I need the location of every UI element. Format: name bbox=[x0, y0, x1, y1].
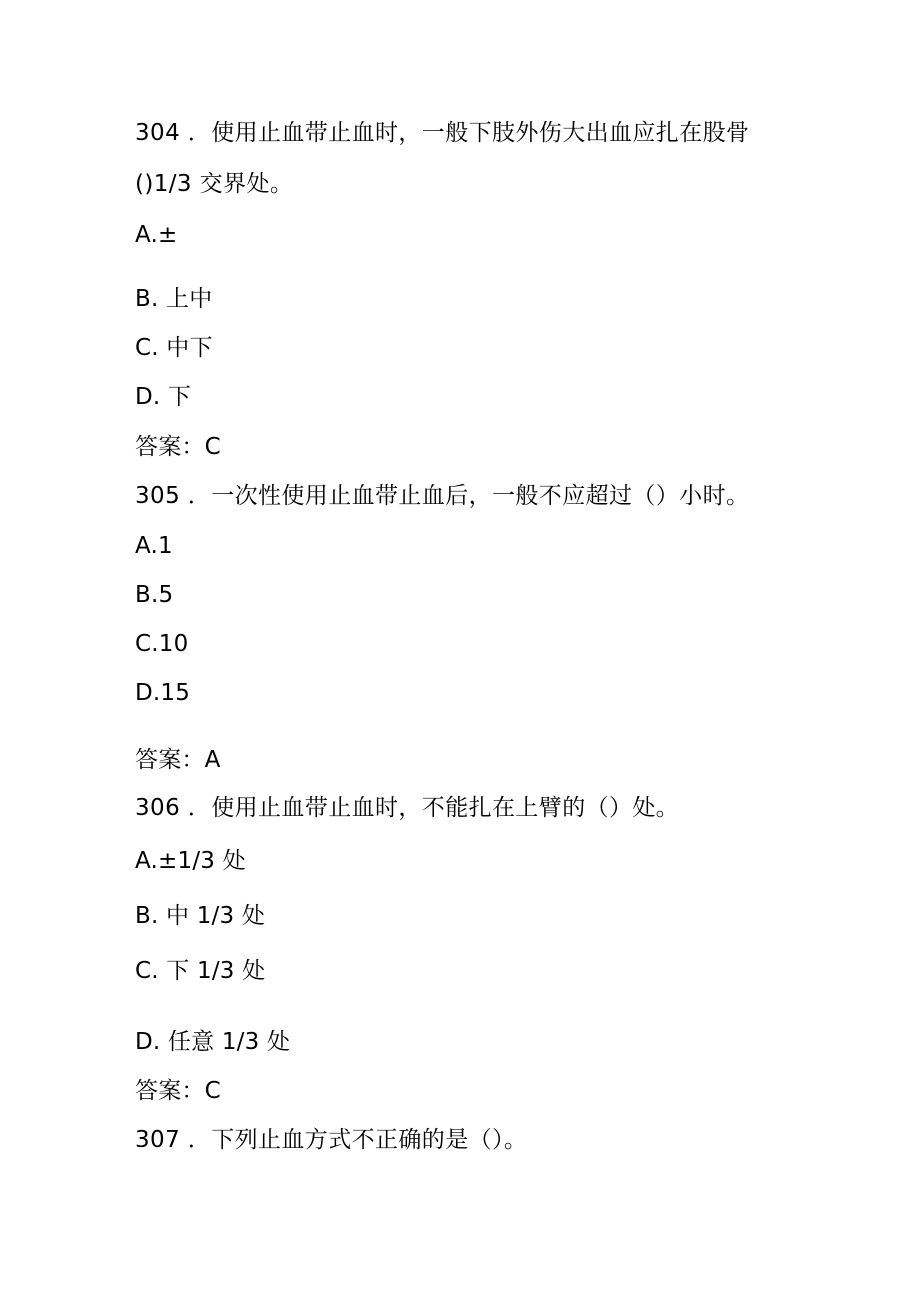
question-305-stem: 305 ．一次性使用止血带止血后，一般不应超过（）小时。 bbox=[135, 483, 750, 509]
question-304-option-d: D. 下 bbox=[135, 384, 192, 410]
question-305-option-c: C.10 bbox=[135, 631, 189, 657]
question-306-option-c: C. 下 1/3 处 bbox=[135, 958, 266, 984]
question-306-option-a: A.±1/3 处 bbox=[135, 848, 246, 874]
question-304-option-a: A.± bbox=[135, 222, 178, 248]
question-304-option-c: C. 中下 bbox=[135, 335, 213, 361]
question-304-answer: 答案：C bbox=[135, 434, 221, 460]
question-304-option-b: B. 上中 bbox=[135, 286, 213, 312]
question-306-stem: 306 ．使用止血带止血时，不能扎在上臂的（）处。 bbox=[135, 795, 680, 821]
question-305-option-a: A.1 bbox=[135, 533, 173, 559]
question-305-answer: 答案：A bbox=[135, 747, 221, 773]
question-306-option-d: D. 任意 1/3 处 bbox=[135, 1029, 291, 1055]
question-306-answer: 答案：C bbox=[135, 1078, 221, 1104]
question-304-stem-line2: ()1/3 交界处。 bbox=[135, 171, 294, 197]
question-307-stem: 307 ．下列止血方式不正确的是（）。 bbox=[135, 1127, 528, 1153]
question-304-stem-line1: 304 ．使用止血带止血时，一般下肢外伤大出血应扎在股骨 bbox=[135, 120, 750, 146]
question-306-option-b: B. 中 1/3 处 bbox=[135, 903, 266, 929]
question-305-option-b: B.5 bbox=[135, 582, 174, 608]
question-305-option-d: D.15 bbox=[135, 680, 191, 706]
